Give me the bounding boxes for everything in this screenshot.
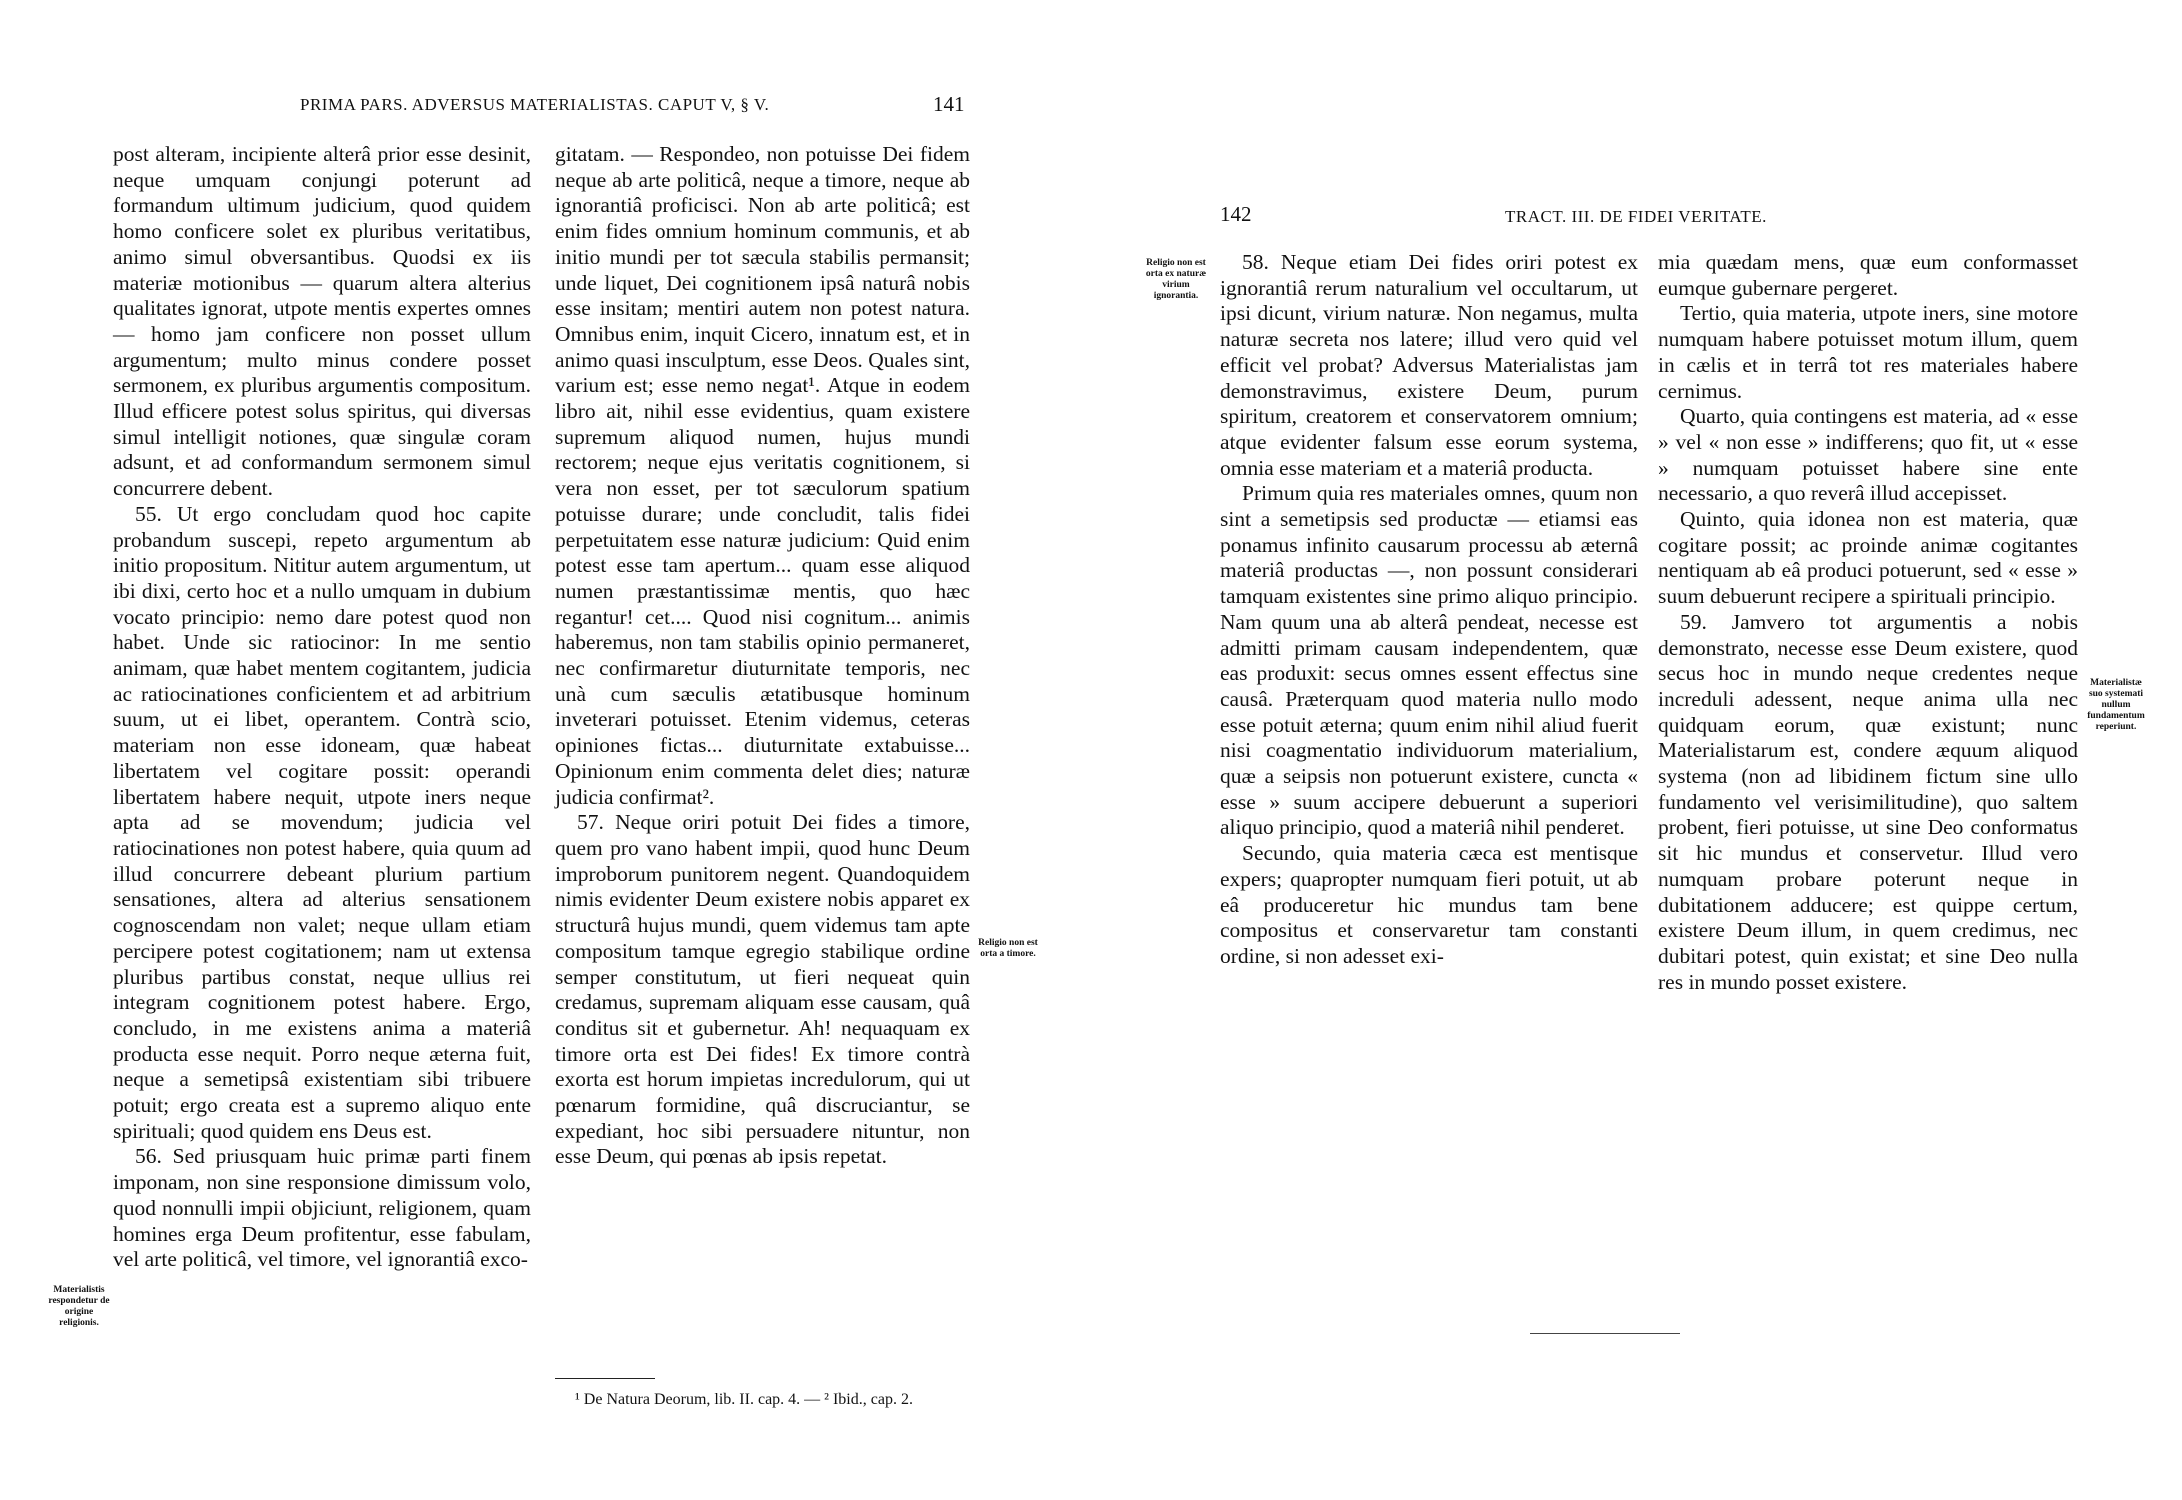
section-end-rule: [1530, 1333, 1680, 1334]
paragraph-55: 55. Ut ergo concludam quod hoc capite probandum suscepi, repeto argumentum ab initio propositum. Nititur autem argumentum, ut ibi dixi, certo hoc et a nullo umquam in dubium vocato principio: nemo dare potest quod non habet. Unde sic ratiocinor: In me sentio animam, quæ habet mentem cogitantem, judicia ac ratiocinationes conficientem et ad arbitrium suum, ut ei libet, operantem. Contrà scio, materiam non esse idoneam, quæ habeat libertatem vel cogitare possit: operandi libertatem habere nequit, utpote iners neque apta ad se movendum; judicia vel ratiocinationes non potest habere, quia quum ad illud concurrere debeant plurium partium sensationes, altera ad alterius sensationem cognoscendam non valet; neque ullam etiam percipere potest cogitationem; nam ut extensa pluribus partibus constat, neque ullius rei integram cognitionem potest habere. Ergo, concludo, in me existens anima a materiâ producta esse nequit. Porro neque æterna fuit, neque a semetipsâ existentiam sibi tribuere potuit; ergo creata est a supremo aliquo ente spirituali; quod quidem ens Deus est.: [113, 501, 531, 1143]
paragraph-56: 56. Sed priusquam huic primæ parti finem imponam, non sine responsione dimissum volo, quod nonnulli impii objiciunt, religionem, quam homines erga Deum profitentur, esse fabulam, vel arte politicâ, vel timore, vel ignorantiâ exco-: [113, 1144, 531, 1272]
marginal-note-59: Materialistæ suo systemati nullum fundamentum reperiunt.: [2087, 678, 2145, 732]
marginal-note-58: Religio non est orta ex naturæ virium ignorantia.: [1145, 258, 1207, 301]
page-141: [0, 0, 1090, 1500]
text-column-right: [1658, 250, 2078, 995]
paragraph: gitatam. — Respondeo, non potuisse Dei fidem neque ab arte politicâ, neque a timore, neque ab ignorantiâ proficisci. Non ab arte politicâ; est enim fides omnium hominum communis, et ab initio mundi per tot sæcula stabilis permansit; unde liquet, Dei cognitionem ipsâ naturâ nobis esse insitam; mentiri autem non potest natura. Omnibus enim, inquit Cicero, innatum est, et in animo quasi insculptum, esse Deos. Quales sint, varium est; esse nemo negat¹. Atque in eodem libro ait, nihil esse evidentius, quam existere supremum aliquod numen, hujus mundi rectorem; neque ejus veritatis cognitionem, si vera non esset, per tot sæculorum spatium potuisse durare; unde concludit, talis fidei perpetuitatem esse naturæ judicium: Quid enim potest esse tam apertum... quam esse aliquod numen præstantissimæ mentis, quo hæc regantur! cet.... Quod nisi cognitum... animis haberemus, non tam stabilis opinio permaneret, nec confirmaretur diuturnitate temporis, nec unà cum sæculis ætatibusque hominum inveterari potuisset. Etenim videmus, ceteras opiniones fictas... diuturnitate extabuisse... Opinionum enim commenta delet dies; naturæ judicia confirmat².: [555, 142, 970, 809]
footnote-rule: [555, 1378, 655, 1379]
page-number: 141: [933, 92, 965, 116]
paragraph-57: 57. Neque oriri potuit Dei fides a timore, quem pro vano habent impii, quod hunc Deum improborum punitorem negent. Quandoquidem nimis evidenter Deum existere nobis apparet ex structurâ hujus mundi, quem videmus tam apte compositum tamque egregio stabilique ordine semper constitutum, ut fieri nequeat quin credamus, supremam aliquam esse causam, quâ conditus sit et gubernetur. Ah! nequaquam ex timore orta est Dei fides! Ex timore contrà exorta est horum impietas incredulorum, qui ut pœnarum formidine, quâ discruciantur, se expediant, hoc sibi persuadere nituntur, non esse Deum, qui pœnas ab ipsis repetat.: [555, 810, 970, 1169]
running-head: TRACT. III. DE FIDEI VERITATE.: [1505, 207, 1767, 226]
paragraph-58: 58. Neque etiam Dei fides oriri potest ex ignorantiâ rerum naturalium vel occultarum, ut ipsi dicunt, virium naturæ. Non negamus, multa naturæ secreta nos latere; illud vero quid vel efficit vel probat? Adversus Materialistas jam demonstravimus, existere Deum, purum spiritum, creatorem et conservatorem omnium; atque evidenter falsum esse eorum systema, omnia esse materiam et a materiâ producta.: [1220, 250, 1638, 480]
paragraph: Tertio, quia materia, utpote iners, sine motore numquam habere potuisset motum illum, quem in cælis et in terrâ tot res materiales habere cernimus.: [1658, 301, 2078, 403]
marginal-note-56: Materialistis respondetur de origine religionis.: [48, 1285, 110, 1328]
text-column-left: [113, 142, 531, 1273]
paragraph: Secundo, quia materia cæca est mentisque expers; quapropter numquam fieri potuit, ut ab eâ produceretur hic mundus tam bene compositus et conservaretur tam constanti ordine, si non adesset exi-: [1220, 841, 1638, 968]
marginal-note-57: Religio non est orta a timore.: [978, 938, 1038, 959]
paragraph: Quinto, quia idonea non est materia, quæ cogitare possit; ac proinde animæ cogitantes nentiquam ab eâ produci potuerunt, sed « esse » suum debuerunt recipere a spirituali principio.: [1658, 507, 2078, 609]
paragraph: Primum quia res materiales omnes, quum non sint a semetipsis sed productæ — etiamsi eas ponamus infinito causarum processu ab æternâ materiâ productas —, non possunt considerari tamquam existentes sine primo aliquo principio. Nam quum una ab alterâ pendeat, necesse est admitti primam causam independentem, quæ eas produxit: secus omnes essent effectus sine causâ. Præterquam quod materia nullo modo esse potuit æterna; quum enim nihil aliud fuerit nisi coagmentatio individuorum materialium, quæ a seipsis non potuerunt existere, cuncta « esse » suum accipere debuerunt a superiori aliquo principio, quod a materiâ nihil penderet.: [1220, 481, 1638, 840]
page-number: 142: [1220, 202, 1252, 226]
paragraph: Quarto, quia contingens est materia, ad « esse » vel « non esse » indifferens; quo fit, ut « esse » numquam potuisset habere sine ente necessario, a quo reverâ illud accepisset.: [1658, 404, 2078, 506]
paragraph-59: 59. Jamvero tot argumentis a nobis demonstrato, necesse esse Deum existere, quod secus hoc in mundo neque credentes neque increduli adessent, neque anima ulla nec quidquam eorum, quæ existunt; nunc Materialistarum est, condere æquum aliquod systema (non ad libidinem fictum sine ullo fundamento vel verisimilitudine), quo saltem probent, fieri potuisse, ut sine Deo conformatus sit hic mundus et conservetur. Illud vero numquam probare poterunt neque in dubitationem adducere; est quippe certum, existere Deum illum, in quem credimus, nec dubitari potest, quin existat; et sine Deo nulla res in mundo posset existere.: [1658, 609, 2078, 994]
text-column-right: [555, 142, 970, 1170]
footnotes: ¹ De Natura Deorum, lib. II. cap. 4. — ² Ibid., cap. 2.: [575, 1391, 913, 1408]
paragraph: post alteram, incipiente alterâ prior esse desinit, neque umquam conjungi poterunt ad formandum ultimum judicium, quod quidem homo conficere solet ex pluribus veritatibus, animo simul obversantibus. Quodsi ex iis materiæ motionibus — quarum altera alterius qualitates ignorat, utpote mentis expertes omnes — homo jam conficere non posset ullum argumentum; multo minus condere posset sermonem, ex pluribus argumentis compositum. Illud efficere potest solus spiritus, qui diversas simul intelligit notiones, quæ singulæ coram adsunt, et ad conformandum sermonem simul concurrere debent.: [113, 142, 531, 501]
paragraph: mia quædam mens, quæ eum conformasset eumque gubernare pergeret.: [1658, 250, 2078, 300]
running-head: PRIMA PARS. ADVERSUS MATERIALISTAS. CAPUT V, § V.: [300, 95, 770, 114]
text-column-left: [1220, 250, 1638, 970]
page-142: [1090, 0, 2182, 1500]
